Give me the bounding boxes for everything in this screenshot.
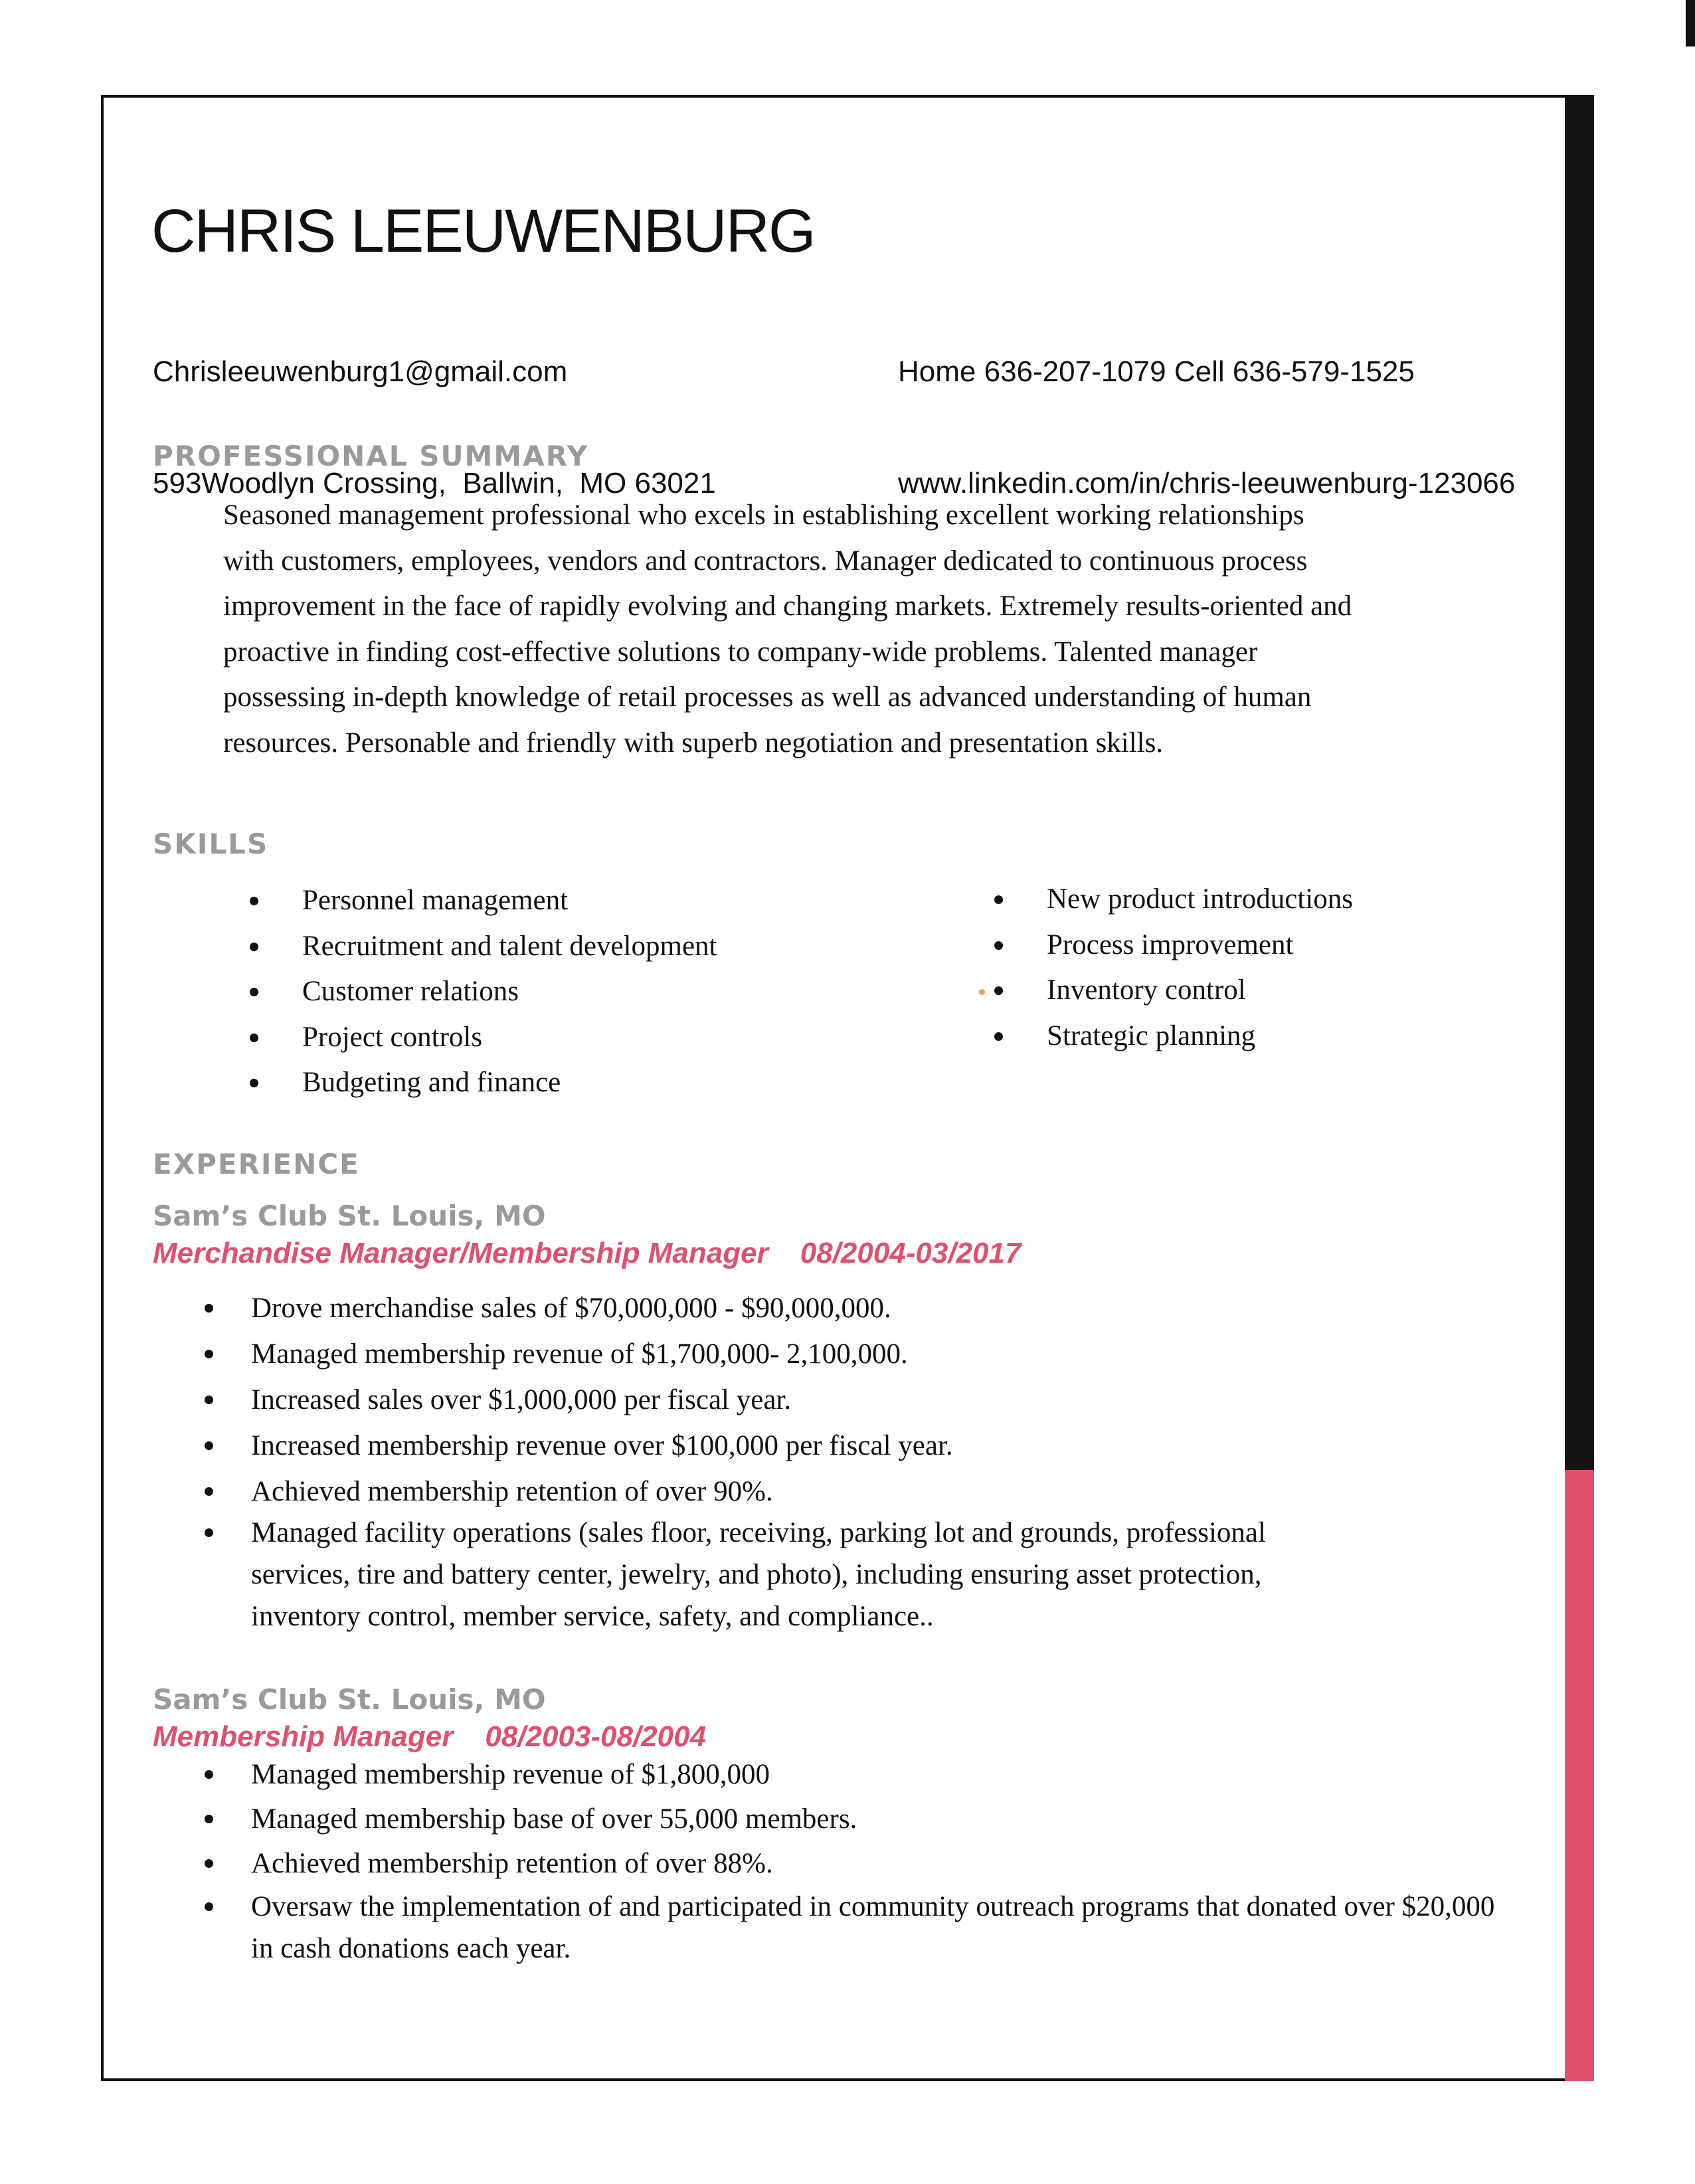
job-company: Sam’s Club St. Louis, MO <box>153 1200 546 1232</box>
job-bullet: Managed facility operations (sales floor, receiving, parking lot and grounds, professional services, tire and battery center, jewelry, and photo), including ensuring asset protection, inventory control, member service, safety, and compliance.. <box>205 1512 1340 1637</box>
address: 593Woodlyn Crossing, Ballwin, MO 63021 <box>153 467 716 500</box>
job-bullet: Drove merchandise sales of $70,000,000 - $90,000,000. <box>205 1285 1506 1331</box>
job-title: Membership Manager <box>153 1720 454 1753</box>
job-bullet: Managed membership revenue of $1,700,000- 2,100,000. <box>205 1331 1506 1377</box>
job-company: Sam’s Club St. Louis, MO <box>153 1683 546 1716</box>
skill-item: New product introductions <box>994 877 1353 923</box>
side-accent-bar-dark <box>1565 95 1594 1470</box>
email: Chrisleeuwenburg1@gmail.com <box>153 355 568 388</box>
stray-mark <box>979 989 985 995</box>
job-title: Merchandise Manager/Membership Manager <box>153 1237 768 1269</box>
skills-list-right <box>994 877 1353 1059</box>
job-bullet: Oversaw the implementation of and participated in community outreach programs that donated over $20,000 in cash donations each year. <box>205 1886 1506 1969</box>
job-title-line <box>153 1720 706 1754</box>
job-bullet: Increased membership revenue over $100,000 per fiscal year. <box>205 1423 1506 1469</box>
experience-heading: EXPERIENCE <box>153 1148 360 1180</box>
skill-item: Process improvement <box>994 923 1353 968</box>
skill-item: Strategic planning <box>994 1014 1353 1059</box>
summary-text: Seasoned management professional who excels in establishing excellent working relationships with customers, employees, vendors and contractors. Manager dedicated to continuous process improvement in the face of rapidly evolving and changing markets. Extremely results-oriented and proactive in finding cost-effective solutions to company-wide problems. Talented manager possessing in-depth knowledge of retail processes as well as advanced understanding of human resources. Personable and friendly with superb negotiation and presentation skills. <box>223 500 1352 759</box>
skill-item: Customer relations <box>250 969 717 1015</box>
job-bullets <box>205 1285 1506 1637</box>
job-bullets <box>205 1752 1506 1969</box>
job-title-line <box>153 1237 1021 1270</box>
scan-edge-mark <box>1686 0 1695 46</box>
skill-item: Budgeting and finance <box>250 1060 717 1106</box>
job-dates: 08/2003-08/2004 <box>485 1720 707 1753</box>
job-bullet: Achieved membership retention of over 90%. <box>205 1469 1506 1514</box>
candidate-name: CHRIS LEEUWENBURG <box>151 197 815 265</box>
job-dates: 08/2004-03/2017 <box>800 1237 1022 1269</box>
job-bullet: Increased sales over $1,000,000 per fiscal year. <box>205 1377 1506 1423</box>
skills-heading: SKILLS <box>153 828 269 860</box>
phone-numbers: Home 636-207-1079 Cell 636-579-1525 <box>898 355 1415 388</box>
side-accent-bar-pink <box>1565 1470 1594 2081</box>
job-bullet: Managed membership revenue of $1,800,000 <box>205 1752 1506 1797</box>
skill-item: Personnel management <box>250 878 717 924</box>
skills-list-left <box>250 878 717 1106</box>
summary-heading: PROFESSIONAL SUMMARY <box>153 440 589 472</box>
linkedin-url: www.linkedin.com/in/chris-leeuwenburg-123066 <box>898 467 1516 500</box>
job-bullet: Achieved membership retention of over 88%. <box>205 1841 1506 1886</box>
skill-item: Recruitment and talent development <box>250 924 717 970</box>
skill-item: Project controls <box>250 1015 717 1061</box>
skill-item: Inventory control <box>994 968 1353 1014</box>
job-bullet: Managed membership base of over 55,000 members. <box>205 1797 1506 1841</box>
